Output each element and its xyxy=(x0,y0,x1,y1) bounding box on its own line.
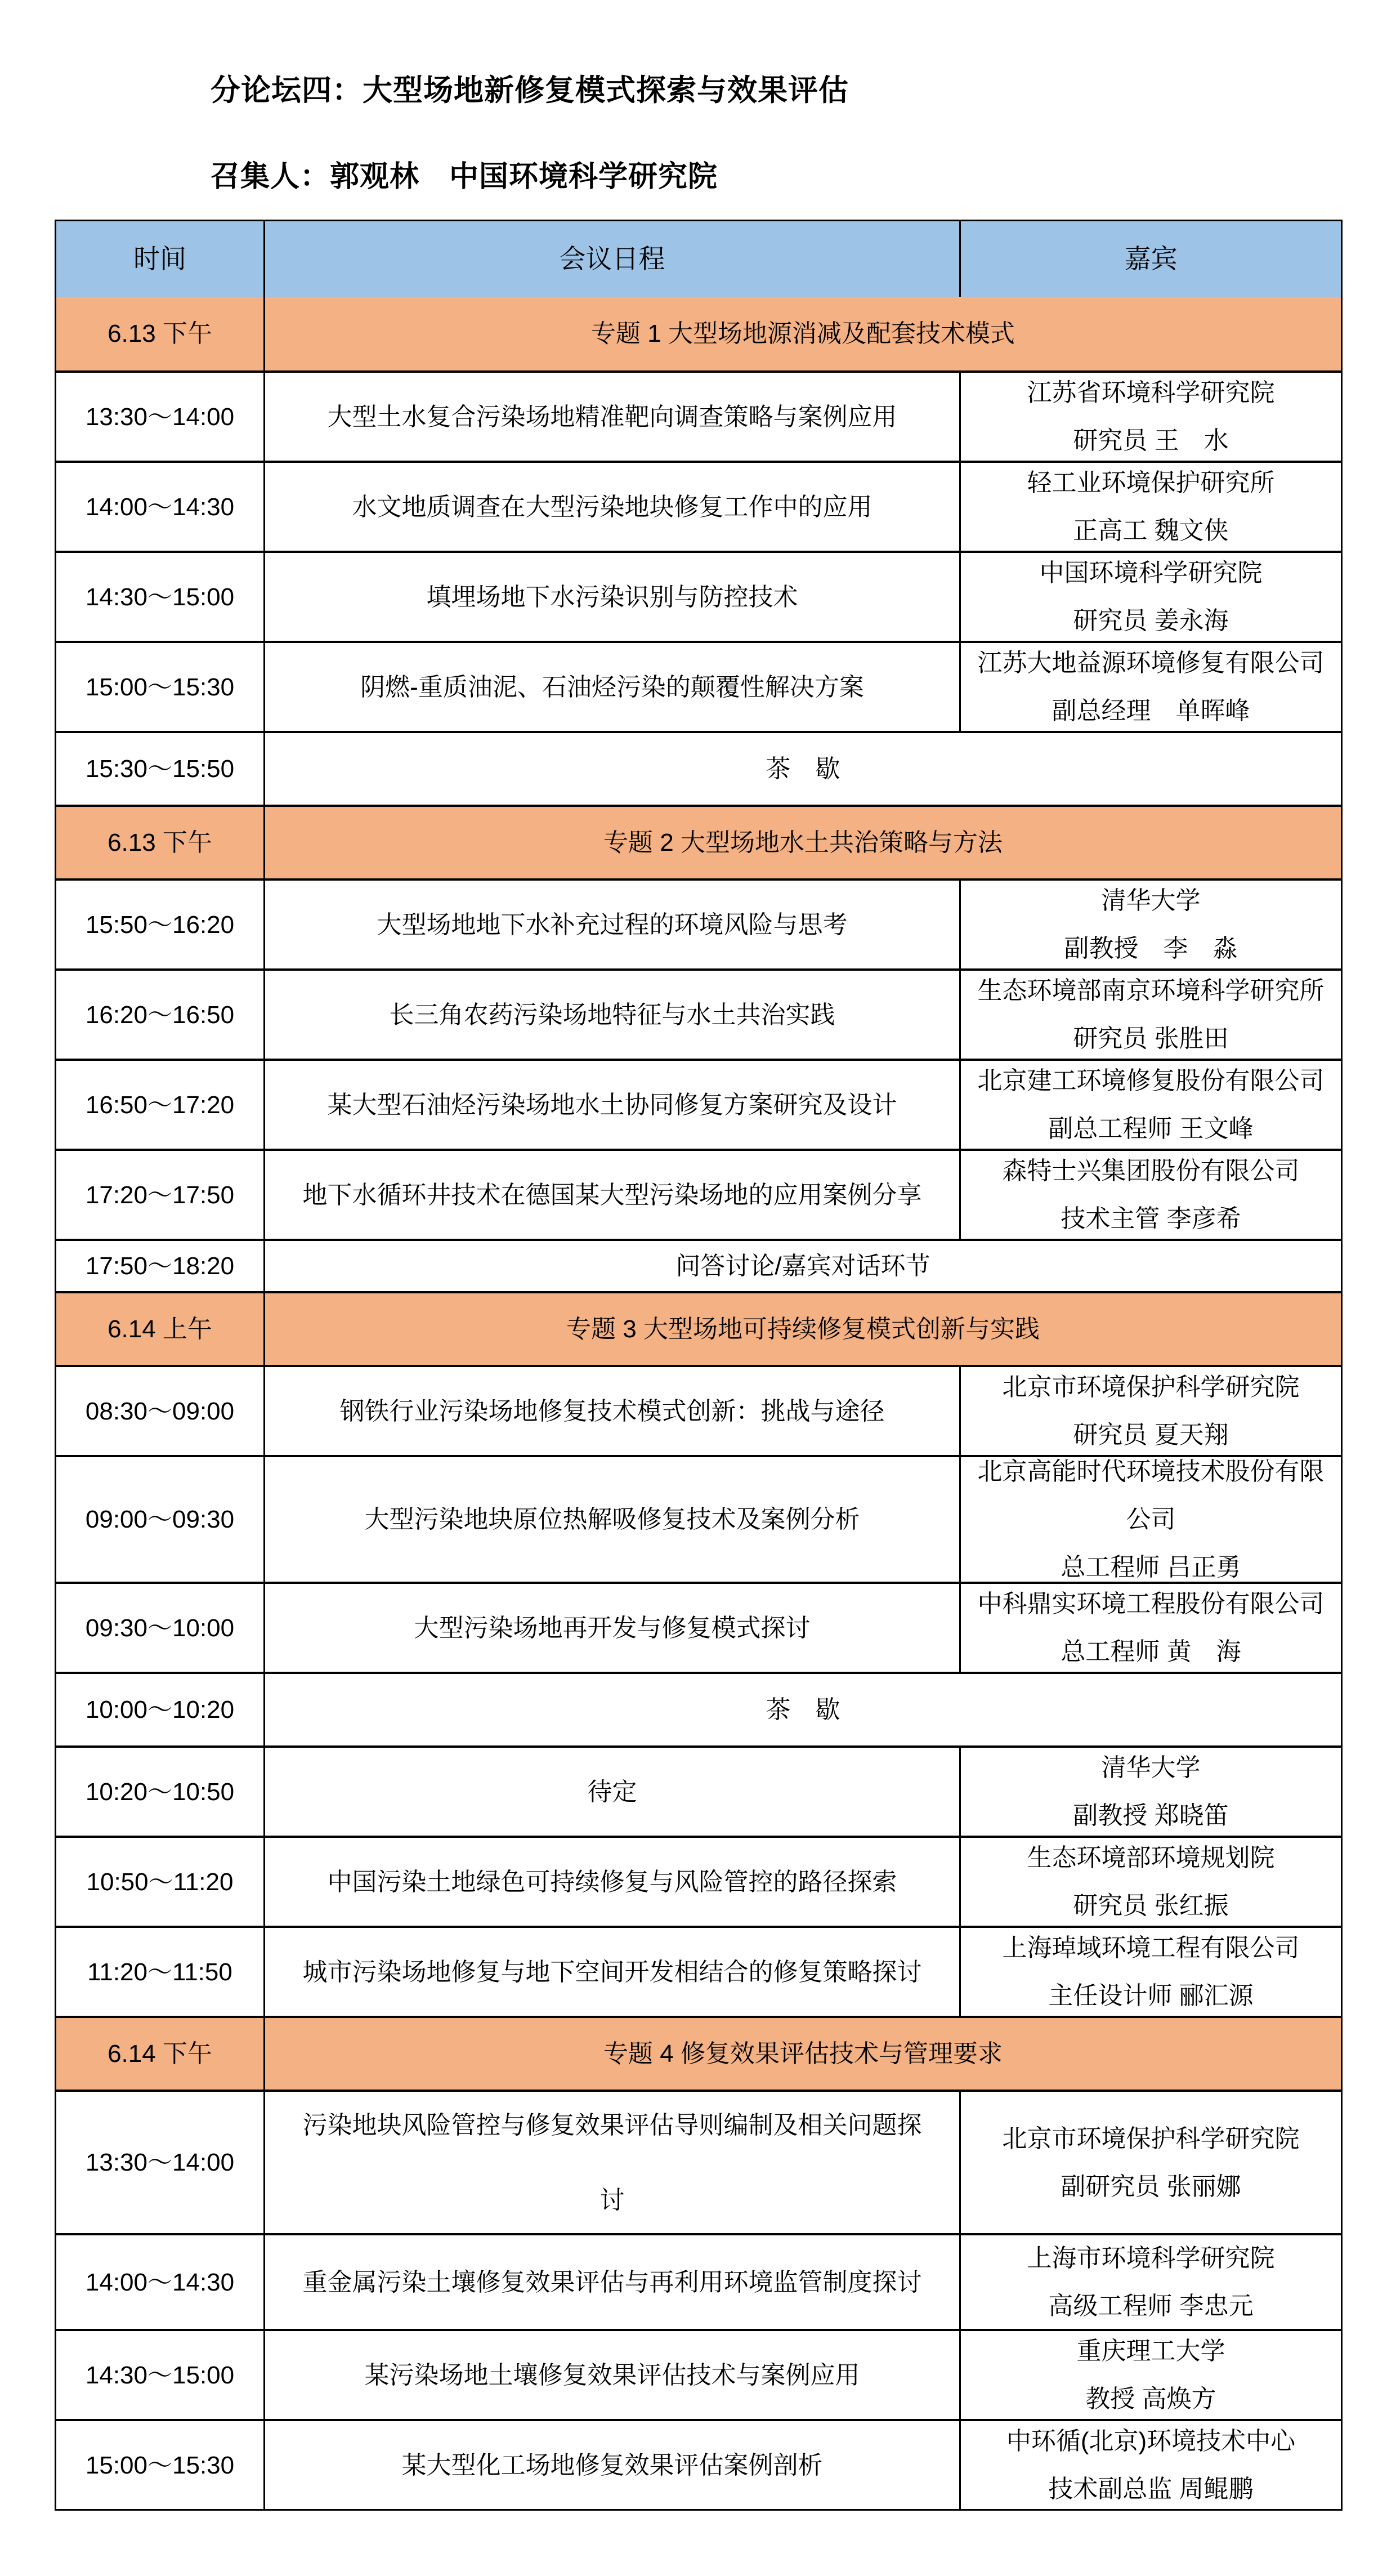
topic-line: 待定 xyxy=(587,1778,637,1806)
schedule-table xyxy=(55,220,1343,2511)
document-header xyxy=(0,0,1396,195)
guest-cell xyxy=(959,463,1341,551)
guest-line: 公司 xyxy=(1126,1506,1176,1533)
guest-line: 副总工程师 王文峰 xyxy=(1048,1115,1254,1142)
guest-cell xyxy=(959,2092,1341,2233)
topic-line: 大型污染地块原位热解吸修复技术及案例分析 xyxy=(364,1506,860,1533)
guest-line: 清华大学 xyxy=(1101,1754,1201,1782)
table-row xyxy=(56,1291,1341,1365)
guest-cell xyxy=(959,1367,1341,1455)
guest-line: 副教授 郑晓笛 xyxy=(1073,1802,1229,1829)
guest-cell xyxy=(959,2235,1341,2329)
table-row xyxy=(56,641,1341,731)
guest-line: 江苏大地益源环境修复有限公司 xyxy=(977,649,1325,677)
time-cell: 15:50～16:20 xyxy=(85,910,235,939)
time-cell: 08:30～09:00 xyxy=(85,1397,235,1425)
table-row xyxy=(56,1365,1341,1455)
guest-line: 副教授 李 淼 xyxy=(1064,935,1238,962)
section-title-cell: 专题 4 修复效果评估技术与管理要求 xyxy=(263,2018,1341,2090)
table-row xyxy=(56,461,1341,551)
section-title-cell: 专题 2 大型场地水土共治策略与方法 xyxy=(263,807,1341,878)
time-cell: 11:20～11:50 xyxy=(87,1958,232,1986)
guest-cell xyxy=(959,643,1341,731)
time-cell: 14:30～15:00 xyxy=(85,583,235,611)
topic-line: 城市污染场地修复与地下空间开发相结合的修复策略探讨 xyxy=(302,1958,922,1986)
time-cell: 16:20～16:50 xyxy=(85,1001,235,1029)
time-cell: 17:50～18:20 xyxy=(85,1252,235,1280)
time-cell: 15:00～15:30 xyxy=(85,673,235,701)
time-cell: 10:00～10:20 xyxy=(85,1696,235,1724)
table-row xyxy=(56,2090,1341,2233)
topic-line: 填埋场地下水污染识别与防控技术 xyxy=(426,583,798,611)
time-cell: 17:20～17:50 xyxy=(85,1181,235,1209)
guest-line: 上海琸域环境工程有限公司 xyxy=(1002,1934,1300,1962)
topic-cell xyxy=(263,1748,959,1836)
guest-line: 高级工程师 李忠元 xyxy=(1048,2292,1254,2320)
topic-line: 水文地质调查在大型污染地块修复工作中的应用 xyxy=(352,493,872,521)
topic-line: 某大型化工场地修复效果评估案例剖析 xyxy=(401,2451,823,2479)
guest-cell xyxy=(959,553,1341,641)
guest-line: 总工程师 黄 海 xyxy=(1061,1638,1241,1666)
guest-line: 研究员 王 水 xyxy=(1073,427,1229,454)
time-cell: 14:30～15:00 xyxy=(85,2361,235,2389)
guest-line: 总工程师 吕正勇 xyxy=(1061,1553,1241,1581)
header-time: 时间 xyxy=(56,221,263,297)
time-cell: 6.13 下午 xyxy=(56,297,263,370)
guest-cell xyxy=(959,1928,1341,2016)
topic-cell xyxy=(263,881,959,968)
guest-line: 轻工业环境保护研究所 xyxy=(1027,469,1275,497)
section-title-cell: 专题 3 大型场地可持续修复模式创新与实践 xyxy=(263,1293,1341,1365)
topic-line: 重金属污染土壤修复效果评估与再利用环境监管制度探讨 xyxy=(302,2268,922,2296)
guest-line: 生态环境部南京环境科学研究所 xyxy=(977,977,1325,1004)
topic-cell xyxy=(263,1061,959,1149)
time-cell: 16:50～17:20 xyxy=(85,1091,235,1119)
guest-cell xyxy=(959,2421,1341,2509)
header-guest: 嘉宾 xyxy=(959,221,1341,297)
table-row xyxy=(56,1745,1341,1836)
schedule-table-body xyxy=(56,297,1341,2509)
guest-line: 北京市环境保护科学研究院 xyxy=(1002,2124,1300,2153)
time-cell: 13:30～14:00 xyxy=(85,403,235,431)
guest-line: 北京高能时代环境技术股份有限 xyxy=(977,1458,1325,1485)
table-row xyxy=(56,2329,1341,2419)
guest-line: 主任设计师 郦汇源 xyxy=(1048,1982,1254,2010)
table-header-row xyxy=(56,221,1341,297)
table-row xyxy=(56,878,1341,968)
topic-cell xyxy=(263,1584,959,1672)
table-row xyxy=(56,1582,1341,1672)
guest-line: 中环循(北京)环境技术中心 xyxy=(1006,2427,1296,2455)
time-cell: 15:00～15:30 xyxy=(85,2451,235,2479)
guest-line: 研究员 夏天翔 xyxy=(1073,1421,1229,1449)
table-row xyxy=(56,731,1341,805)
time-cell: 14:00～14:30 xyxy=(85,2268,235,2296)
topic-line: 阴燃-重质油泥、石油烃污染的颠覆性解决方案 xyxy=(360,673,864,701)
table-row xyxy=(56,1149,1341,1239)
table-row xyxy=(56,2233,1341,2329)
guest-cell xyxy=(959,1151,1341,1239)
topic-cell xyxy=(263,2331,959,2419)
topic-line: 大型土水复合污染场地精准靶向调查策略与案例应用 xyxy=(327,403,897,431)
time-cell: 6.14 上午 xyxy=(56,1293,263,1365)
guest-line: 中国环境科学研究院 xyxy=(1039,559,1263,587)
time-cell: 09:30～10:00 xyxy=(85,1614,235,1642)
table-row xyxy=(56,370,1341,461)
table-row xyxy=(56,1059,1341,1149)
header-agenda: 会议日程 xyxy=(263,221,959,297)
time-cell: 14:00～14:30 xyxy=(85,493,235,521)
table-row xyxy=(56,297,1341,370)
topic-line: 长三角农药污染场地特征与水土共治实践 xyxy=(389,1001,835,1029)
topic-cell xyxy=(263,1838,959,1926)
guest-line: 正高工 魏文侠 xyxy=(1073,517,1229,544)
guest-cell xyxy=(959,881,1341,968)
section-title-cell: 专题 1 大型场地源消减及配套技术模式 xyxy=(263,297,1341,370)
time-cell: 10:20～10:50 xyxy=(85,1778,235,1806)
topic-cell xyxy=(263,643,959,731)
guest-cell xyxy=(959,373,1341,461)
guest-line: 北京建工环境修复股份有限公司 xyxy=(977,1067,1325,1095)
time-cell: 15:30～15:50 xyxy=(85,755,235,783)
table-row xyxy=(56,968,1341,1059)
guest-line: 技术副总监 周鲲鹏 xyxy=(1048,2475,1254,2503)
guest-line: 技术主管 李彦希 xyxy=(1061,1205,1241,1233)
topic-cell xyxy=(263,2235,959,2329)
merged-cell: 茶 歇 xyxy=(263,733,1341,805)
topic-line: 污染地块风险管控与修复效果评估导则编制及相关问题探 xyxy=(302,2111,922,2139)
guest-line: 研究员 张红振 xyxy=(1073,1892,1229,1919)
guest-cell xyxy=(959,1457,1341,1582)
guest-cell xyxy=(959,1061,1341,1149)
time-cell: 6.13 下午 xyxy=(56,807,263,878)
topic-line: 讨 xyxy=(599,2186,625,2214)
guest-line: 上海市环境科学研究院 xyxy=(1027,2244,1275,2272)
topic-cell xyxy=(263,1151,959,1239)
guest-line: 教授 高焕方 xyxy=(1085,2385,1216,2413)
guest-line: 研究员 张胜田 xyxy=(1073,1025,1229,1052)
topic-line: 大型场地地下水补充过程的环境风险与思考 xyxy=(377,910,848,939)
topic-line: 钢铁行业污染场地修复技术模式创新：挑战与途径 xyxy=(339,1397,885,1425)
guest-line: 北京市环境保护科学研究院 xyxy=(1002,1373,1300,1401)
table-row xyxy=(56,2016,1341,2090)
guest-line: 森特士兴集团股份有限公司 xyxy=(1002,1157,1300,1185)
topic-cell xyxy=(263,1367,959,1455)
topic-cell xyxy=(263,553,959,641)
merged-cell: 茶 歇 xyxy=(263,1674,1341,1745)
topic-cell xyxy=(263,1928,959,2016)
topic-cell xyxy=(263,373,959,461)
convener-line: 召集人：郭观林 中国环境科学研究院 xyxy=(211,160,718,193)
time-cell: 6.14 下午 xyxy=(56,2018,263,2090)
guest-line: 重庆理工大学 xyxy=(1076,2337,1225,2365)
guest-line: 中科鼎实环境工程股份有限公司 xyxy=(977,1590,1325,1618)
table-row xyxy=(56,1836,1341,1926)
topic-line: 大型污染场地再开发与修复模式探讨 xyxy=(414,1614,811,1642)
guest-line: 研究员 姜永海 xyxy=(1073,607,1229,635)
time-cell: 13:30～14:00 xyxy=(85,2149,235,2176)
table-row xyxy=(56,1672,1341,1745)
table-row xyxy=(56,805,1341,878)
table-row xyxy=(56,1926,1341,2016)
topic-line: 某大型石油烃污染场地水土协同修复方案研究及设计 xyxy=(327,1091,897,1119)
table-row xyxy=(56,1455,1341,1582)
page-title: 分论坛四：大型场地新修复模式探索与效果评估 xyxy=(211,74,849,107)
topic-cell xyxy=(263,463,959,551)
table-row xyxy=(56,551,1341,641)
topic-cell xyxy=(263,2092,959,2233)
guest-cell xyxy=(959,1838,1341,1926)
topic-cell xyxy=(263,2421,959,2509)
topic-line: 中国污染土地绿色可持续修复与风险管控的路径探索 xyxy=(327,1868,897,1896)
guest-cell xyxy=(959,2331,1341,2419)
topic-line: 某污染场地土壤修复效果评估技术与案例应用 xyxy=(364,2361,860,2389)
table-row xyxy=(56,1239,1341,1291)
guest-line: 副研究员 张丽娜 xyxy=(1061,2172,1241,2200)
time-cell: 09:00～09:30 xyxy=(85,1506,235,1533)
time-cell: 10:50～11:20 xyxy=(86,1868,234,1896)
topic-cell xyxy=(263,1457,959,1582)
guest-line: 生态环境部环境规划院 xyxy=(1027,1844,1275,1872)
guest-line: 江苏省环境科学研究院 xyxy=(1027,379,1275,407)
guest-line: 清华大学 xyxy=(1101,887,1201,914)
topic-line: 地下水循环井技术在德国某大型污染场地的应用案例分享 xyxy=(302,1181,922,1209)
merged-cell: 问答讨论/嘉宾对话环节 xyxy=(263,1241,1341,1291)
guest-cell xyxy=(959,1584,1341,1672)
topic-cell xyxy=(263,971,959,1059)
table-row xyxy=(56,2419,1341,2509)
guest-cell xyxy=(959,971,1341,1059)
guest-line: 副总经理 单晖峰 xyxy=(1052,697,1250,725)
guest-cell xyxy=(959,1748,1341,1836)
